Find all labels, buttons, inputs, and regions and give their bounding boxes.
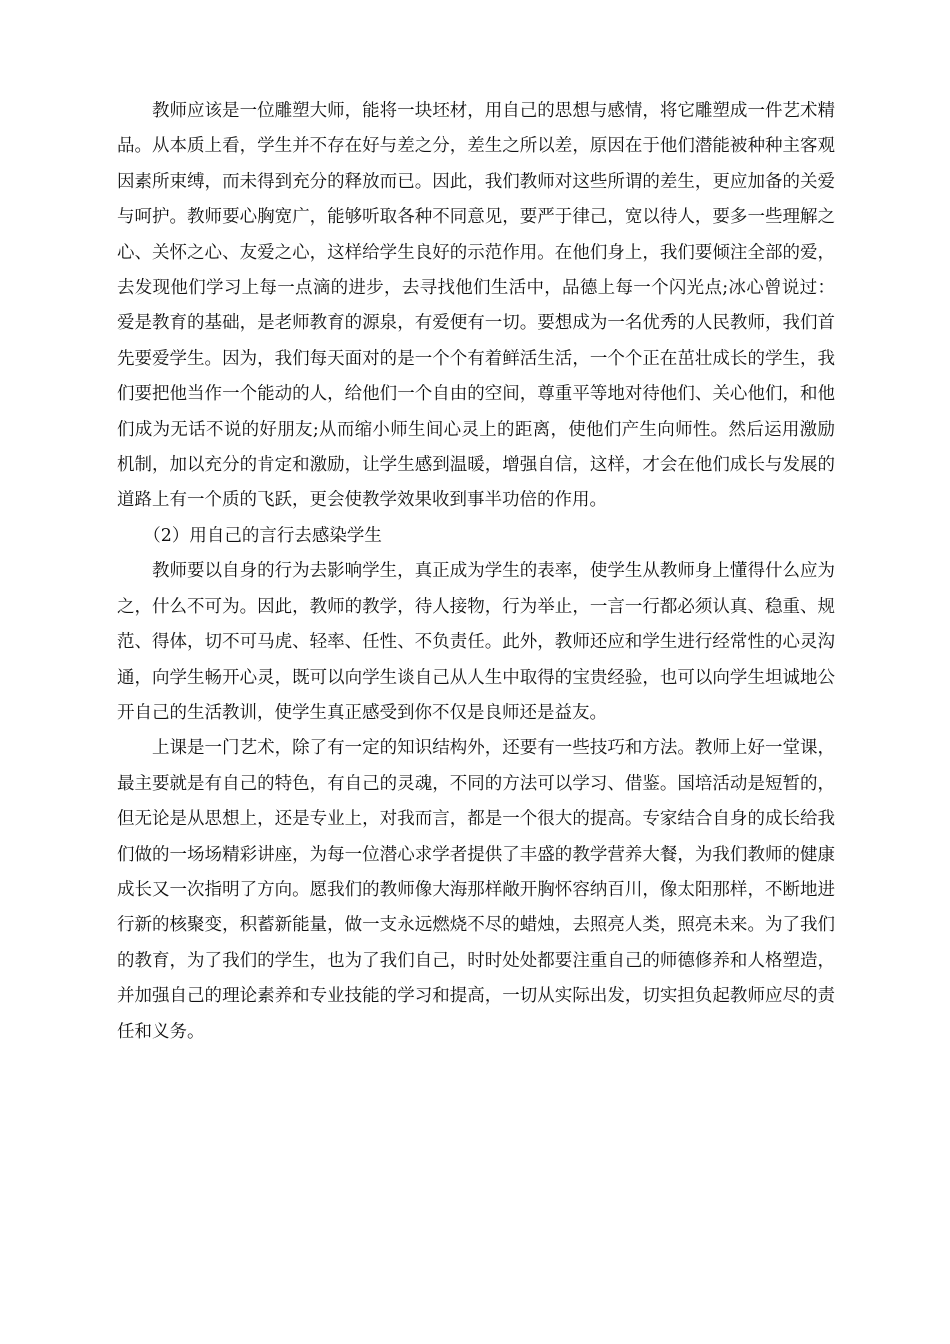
document-body <box>117 94 835 1050</box>
paragraph-teacher-behavior: 教师要以自身的行为去影响学生，真正成为学生的表率，使学生从教师身上懂得什么应为之，什么不可为。因此，教师的教学，待人接物，行为举止，一言一行都必须认真、稳重、规范、得体，切不可马虎、轻率、任性、不负责任。此外，教师还应和学生进行经常性的心灵沟通，向学生畅开心灵，既可以向学生谈自己从人生中取得的宝贵经验，也可以向学生坦诚地公开自己的生活教训，使学生真正感受到你不仅是良师还是益友。 <box>117 561 835 723</box>
paragraph-teacher-as-sculptor: 教师应该是一位雕塑大师，能将一块坯材，用自己的思想与感情，将它雕塑成一件艺术精品。从本质上看，学生并不存在好与差之分，差生之所以差，原因在于他们潜能被种种主客观因素所束缚，而未得到充分的释放而已。因此，我们教师对这些所谓的差生，更应加备的关爱与呵护。教师要心胸宽广，能够听取各种不同意见，要严于律己，宽以待人，要多一些理解之心、关怀之心、友爱之心，这样给学生良好的示范作用。在他们身上，我们要倾注全部的爱，去发现他们学习上每一点滴的进步，去寻找他们生活中，品德上每一个闪光点;冰心曾说过：爱是教育的基础，是老师教育的源泉，有爱便有一切。要想成为一名优秀的人民教师，我们首先要爱学生。因为，我们每天面对的是一个个有着鲜活生活，一个个正在茁壮成长的学生，我们要把他当作一个能动的人，给他们一个自由的空间，尊重平等地对待他们、关心他们，和他们成为无话不说的好朋友;从而缩小师生间心灵上的距离，使他们产生向师性。然后运用激励机制，加以充分的肯定和激励，让学生感到温暖，增强自信，这样，才会在他们成长与发展的道路上有一个质的飞跃，更会使教学效果收到事半功倍的作用。 <box>117 101 835 511</box>
paragraph-teaching-as-art: 上课是一门艺术，除了有一定的知识结构外，还要有一些技巧和方法。教师上好一堂课，最主要就是有自己的特色，有自己的灵魂，不同的方法可以学习、借鉴。国培活动是短暂的，但无论是从思想上，还是专业上，对我而言，都是一个很大的提高。专家结合自身的成长给我们做的一场场精彩讲座，为每一位潜心求学者提供了丰盛的教学营养大餐，为我们教师的健康成长又一次指明了方向。愿我们的教师像大海那样敞开胸怀容纳百川，像太阳那样，不断地进行新的核聚变，积蓄新能量，做一支永远燃烧不尽的蜡烛，去照亮人类，照亮未来。为了我们的教育，为了我们的学生，也为了我们自己，时时处处都要注重自己的师德修养和人格塑造，并加强自己的理论素养和专业技能的学习和提高，一切从实际出发，切实担负起教师应尽的责任和义务。 <box>117 738 835 1042</box>
section-heading-lead-by-example: （2）用自己的言行去感染学生 <box>143 525 382 546</box>
